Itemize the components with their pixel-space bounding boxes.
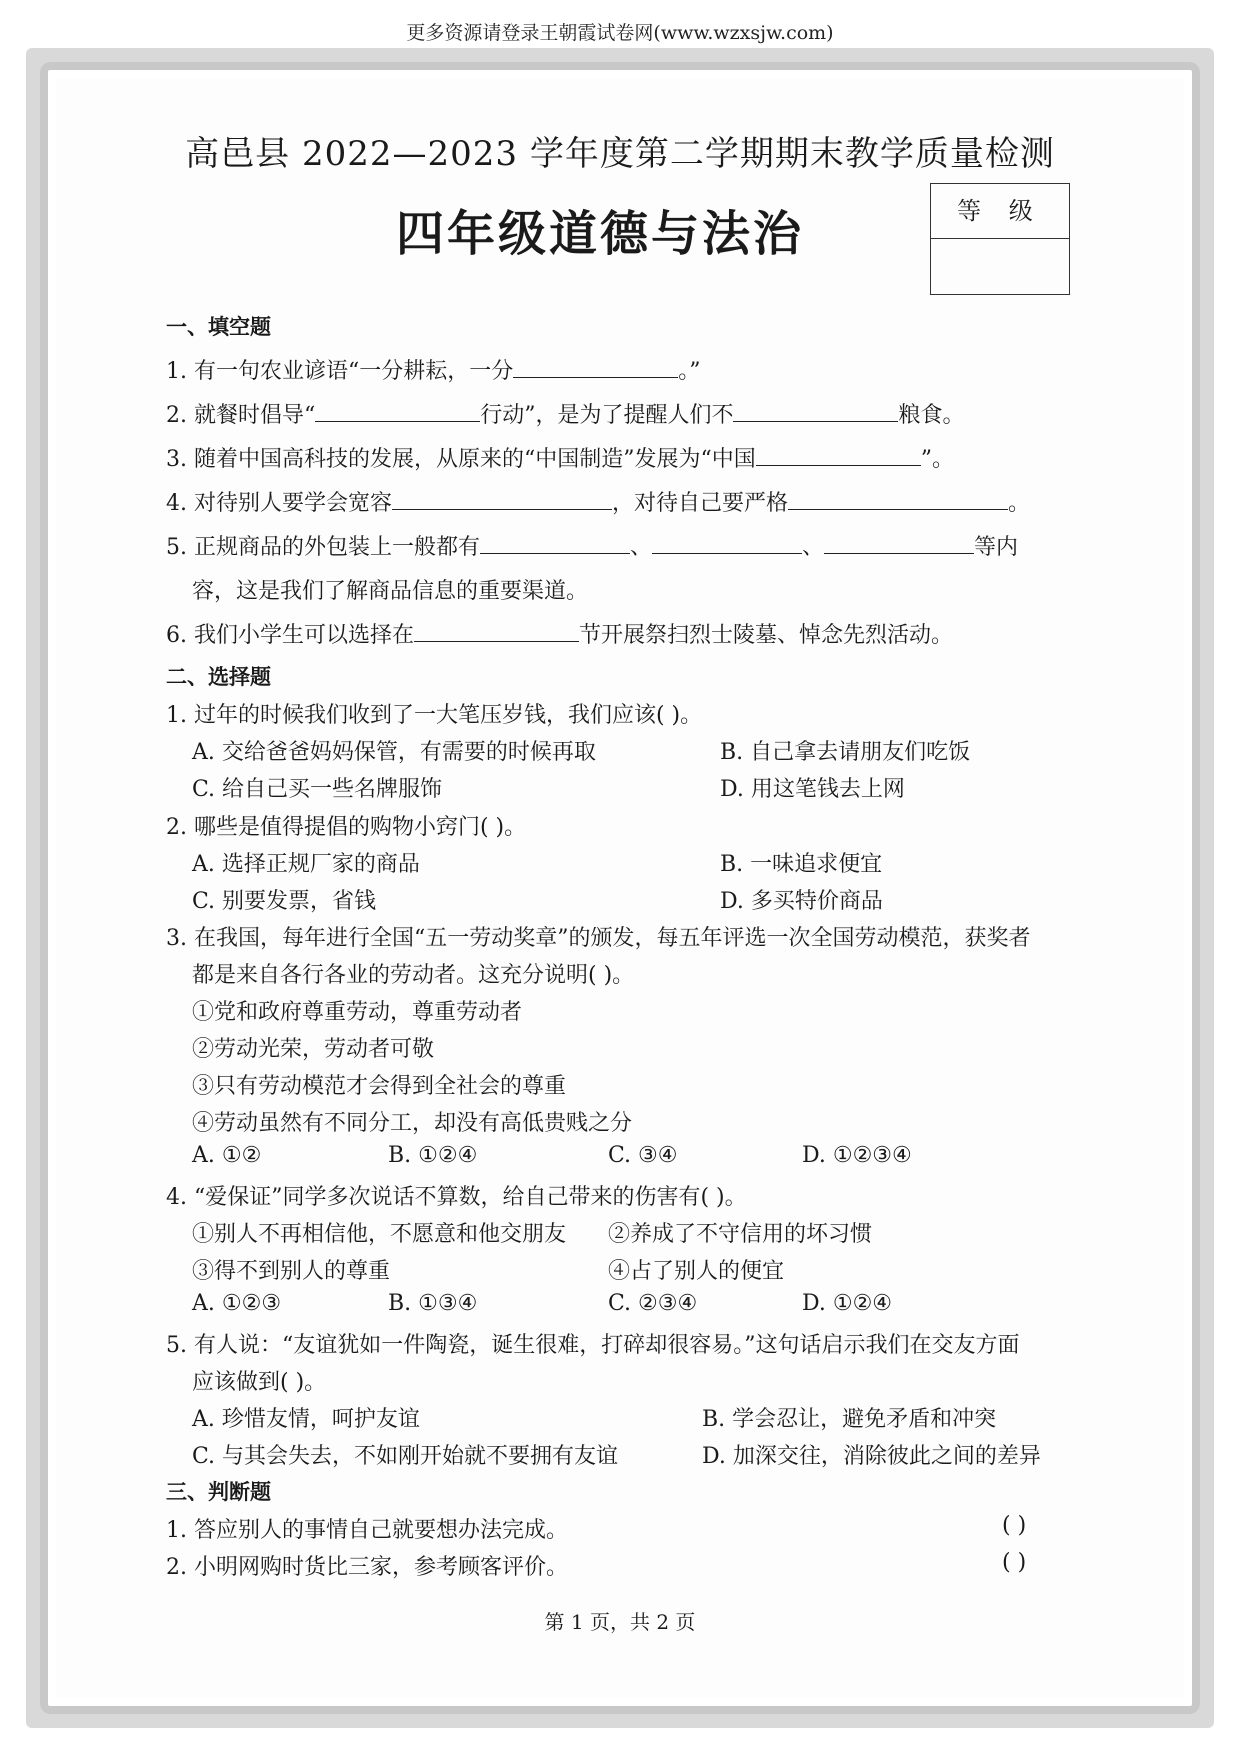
choice-q1-option-c: C. 给自己买一些名牌服饰 (192, 777, 443, 802)
choice-q5-option-a: A. 珍惜友情，呵护友谊 (192, 1407, 420, 1432)
choice-q4-statement-1: ①别人不再相信他，不愿意和他交朋友 (192, 1222, 567, 1247)
judge-q1: 1. 答应别人的事情自己就要想办法完成。 (166, 1518, 568, 1543)
choice-q4-option-c: C. ②③④ (608, 1291, 698, 1316)
site-header: 更多资源请登录王朝霞试卷网(www.wzxsjw.com) (406, 22, 834, 44)
choice-q2: 2. 哪些是值得提倡的购物小窍门( )。 (166, 815, 527, 840)
answer-blank[interactable] (733, 401, 898, 422)
fill-q1: 1. 有一句农业谚语“一分耕耘，一分 。” (166, 359, 701, 384)
choice-q3-statement-3: ③只有劳动模范才会得到全社会的尊重 (192, 1074, 567, 1099)
fill-q5: 5. 正规商品的外包装上一般都有 、 、 等内 (166, 535, 1019, 560)
answer-blank[interactable] (824, 533, 974, 554)
choice-q1-option-b: B. 自己拿去请朋友们吃饭 (720, 740, 971, 765)
fill-q2: 2. 就餐时倡导“ 行动”，是为了提醒人们不 粮食。 (166, 403, 965, 428)
choice-q5: 5. 有人说：“友谊犹如一件陶瓷，诞生很难，打碎却很容易。”这句话启示我们在交友方面 (166, 1333, 1020, 1358)
choice-q4-statement-4: ④占了别人的便宜 (608, 1259, 785, 1284)
fill-q3: 3. 随着中国高科技的发展，从原来的“中国制造”发展为“中国 ”。 (166, 447, 954, 472)
choice-q3-cont: 都是来自各行各业的劳动者。这充分说明( )。 (192, 963, 635, 988)
choice-q2-option-d: D. 多买特价商品 (720, 889, 883, 914)
choice-q4-option-d: D. ①②④ (802, 1291, 893, 1316)
answer-blank[interactable] (414, 621, 579, 642)
section-choice-title: 二、选择题 (166, 665, 271, 689)
choice-q5-option-b: B. 学会忍让，避免矛盾和冲突 (702, 1407, 997, 1432)
answer-blank[interactable] (513, 357, 678, 378)
judge-q1-answer[interactable]: ( ) (1002, 1513, 1027, 1538)
choice-q2-option-a: A. 选择正规厂家的商品 (192, 852, 420, 877)
choice-q3-option-b: B. ①②④ (388, 1143, 478, 1168)
answer-blank[interactable] (480, 533, 630, 554)
choice-q4-option-a: A. ①②③ (192, 1291, 282, 1316)
grade-box (930, 183, 1070, 295)
choice-q3-statement-1: ①党和政府尊重劳动，尊重劳动者 (192, 1000, 523, 1025)
answer-blank[interactable] (315, 401, 480, 422)
fill-q4: 4. 对待别人要学会宽容 ，对待自己要严格 。 (166, 491, 1031, 516)
choice-q4: 4. “爱保证”同学多次说话不算数，给自己带来的伤害有( )。 (166, 1185, 747, 1210)
choice-q5-option-c: C. 与其会失去，不如刚开始就不要拥有友谊 (192, 1444, 619, 1469)
fill-q5-cont: 容，这是我们了解商品信息的重要渠道。 (192, 579, 589, 604)
judge-q2-answer[interactable]: ( ) (1002, 1550, 1027, 1575)
section-judge-title: 三、判断题 (166, 1480, 271, 1504)
choice-q3-option-d: D. ①②③④ (802, 1143, 912, 1168)
choice-q2-option-c: C. 别要发票，省钱 (192, 889, 377, 914)
exam-title: 高邑县 2022—2023 学年度第二学期期末教学质量检测 (185, 134, 1055, 174)
choice-q5-option-d: D. 加深交往，消除彼此之间的差异 (702, 1444, 1041, 1469)
judge-q2: 2. 小明网购时货比三家，参考顾客评价。 (166, 1555, 568, 1580)
choice-q5-cont: 应该做到( )。 (192, 1370, 327, 1395)
answer-blank[interactable] (756, 445, 921, 466)
answer-blank[interactable] (652, 533, 802, 554)
choice-q3-option-a: A. ①② (192, 1143, 262, 1168)
fill-q6: 6. 我们小学生可以选择在 节开展祭扫烈士陵墓、悼念先烈活动。 (166, 623, 953, 648)
page-footer: 第 1 页，共 2 页 (544, 1610, 696, 1634)
choice-q2-option-b: B. 一味追求便宜 (720, 852, 883, 877)
choice-q1-option-a: A. 交给爸爸妈妈保管，有需要的时候再取 (192, 740, 596, 765)
answer-blank[interactable] (788, 489, 1008, 510)
choice-q4-statement-2: ②养成了不守信用的坏习惯 (608, 1222, 873, 1247)
choice-q1-option-d: D. 用这笔钱去上网 (720, 777, 905, 802)
choice-q3-option-c: C. ③④ (608, 1143, 678, 1168)
choice-q4-option-b: B. ①③④ (388, 1291, 478, 1316)
section-fill-title: 一、填空题 (166, 315, 271, 339)
choice-q3-statement-2: ②劳动光荣，劳动者可敬 (192, 1037, 435, 1062)
choice-q4-statement-3: ③得不到别人的尊重 (192, 1259, 391, 1284)
choice-q1: 1. 过年的时候我们收到了一大笔压岁钱，我们应该( )。 (166, 703, 703, 728)
choice-q3: 3. 在我国，每年进行全国“五一劳动奖章”的颁发，每五年评选一次全国劳动模范，获奖者 (166, 926, 1031, 951)
exam-subject: 四年级道德与法治 (395, 206, 804, 262)
grade-label: 等 级 (931, 184, 1069, 239)
answer-blank[interactable] (392, 489, 612, 510)
choice-q3-statement-4: ④劳动虽然有不同分工，却没有高低贵贱之分 (192, 1111, 633, 1136)
